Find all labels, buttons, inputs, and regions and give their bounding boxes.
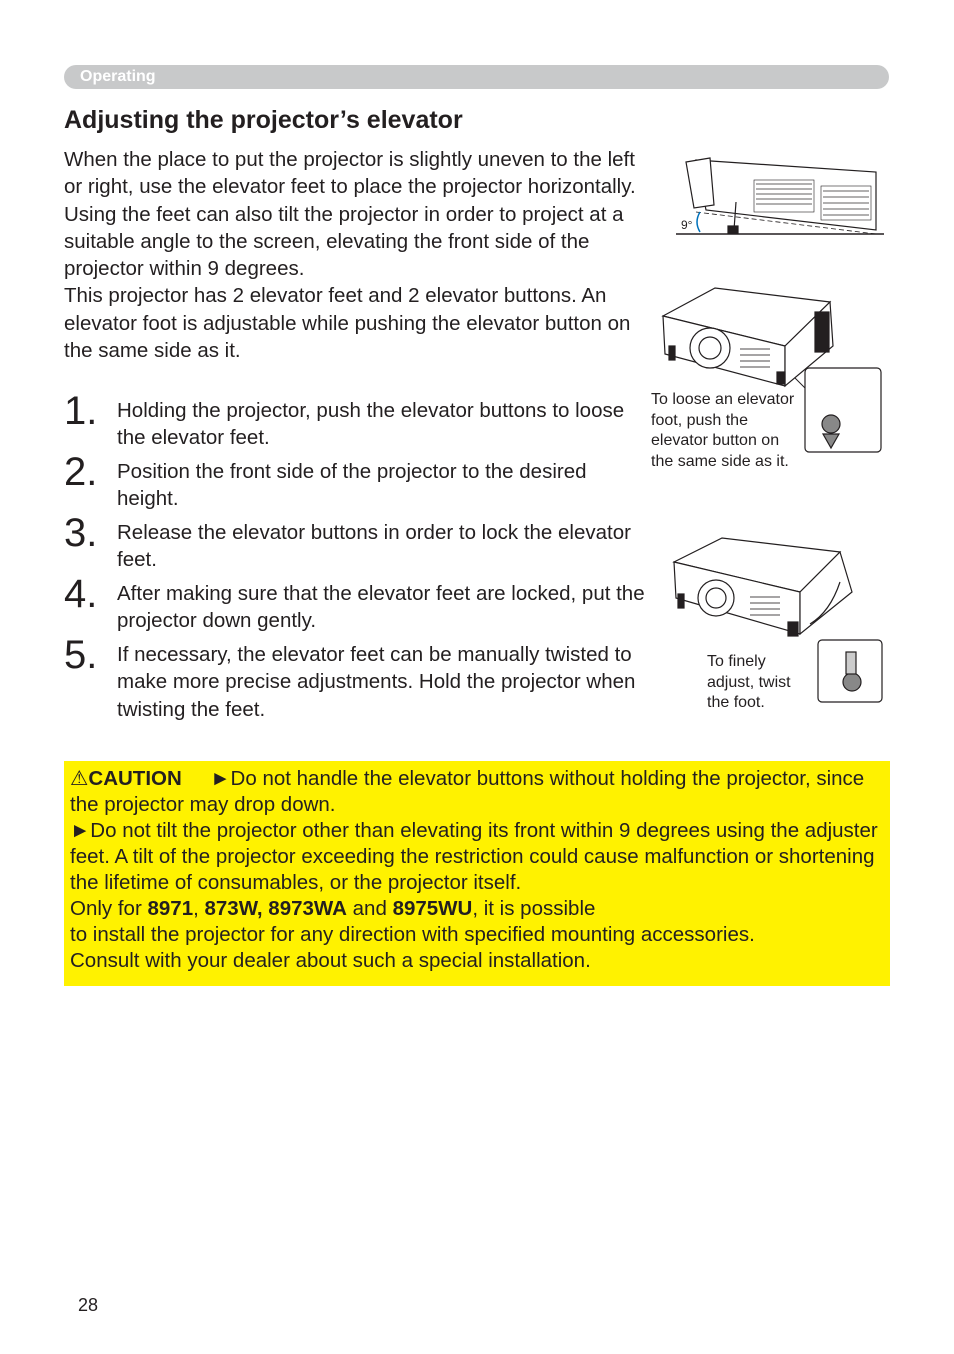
caution-line1: ►Do not handle the elevator buttons without holding the projector, since the projector may drop down. [70,767,865,816]
caution-label: CAUTION [88,767,182,790]
step-text: Holding the projector, push the elevator buttons to loose the elevator feet. [117,399,625,450]
separator: , [193,897,199,920]
intro-text [64,146,649,364]
page-title: Adjusting the projector’s elevator [64,106,463,134]
step-text: After making sure that the elevator feet are locked, put the projector down gently. [117,582,645,633]
step-text: Position the front side of the projector to the desired height. [117,460,587,511]
caution-box [64,761,890,986]
tilt-side-view-figure [676,150,886,242]
model-8971: 8971 [147,897,194,920]
model-8975wu: 8975WU [392,897,473,920]
caution-models-line [70,896,880,922]
intro-paragraph: When the place to put the projector is slightly uneven to the left or right, use the elevator feet to place the projector horizontally. [64,148,636,199]
intro-paragraph: Using the feet can also tilt the projector in order to project at a suitable angle to the screen, elevating the front side of the projector within 9 degrees. [64,202,624,281]
possible-text: , it is possible [472,897,596,920]
step-number: 5. [64,633,98,677]
loose-foot-caption: To loose an elevator foot, push the elevator button on the same side as it. [651,391,795,470]
caution-line2: ►Do not tilt the projector other than elevating its front within 9 degrees using the adjuster feet. A tilt of the projector exceeding the restriction could cause malfunction or shortening the lifetime of consumables, or the projector itself. [70,819,878,894]
intro-paragraph: This projector has 2 elevator feet and 2 elevator buttons. An elevator foot is adjustable while pushing the elevator button on the same side as it. [64,284,631,363]
step-number: 4. [64,572,98,616]
step-text: Release the elevator buttons in order to lock the elevator feet. [117,521,631,572]
only-for-text: Only for [70,897,142,920]
tilt-angle-label: 9° [681,218,693,232]
step-number: 3. [64,511,98,555]
step-text: If necessary, the elevator feet can be manually twisted to make more precise adjustments. Hold the projector when twisting the feet. [117,643,636,721]
model-873w-8973wa: 873W, 8973WA [204,897,347,920]
step-number: 1. [64,389,98,433]
caution-line [70,766,880,818]
caution-text [70,766,880,974]
fine-adjust-caption: To finely adjust, twist the foot. [707,653,791,711]
section-label: Operating [80,68,156,85]
warning-triangle-icon: ⚠ [70,767,89,790]
and-text: and [352,897,387,920]
caution-line4: to install the projector for any direction with specified mounting accessories. [70,923,755,946]
section-header-bar [64,65,889,89]
caution-line5: Consult with your dealer about such a special installation. [70,949,591,972]
page-number: 28 [78,1295,99,1315]
step-number: 2. [64,450,98,494]
